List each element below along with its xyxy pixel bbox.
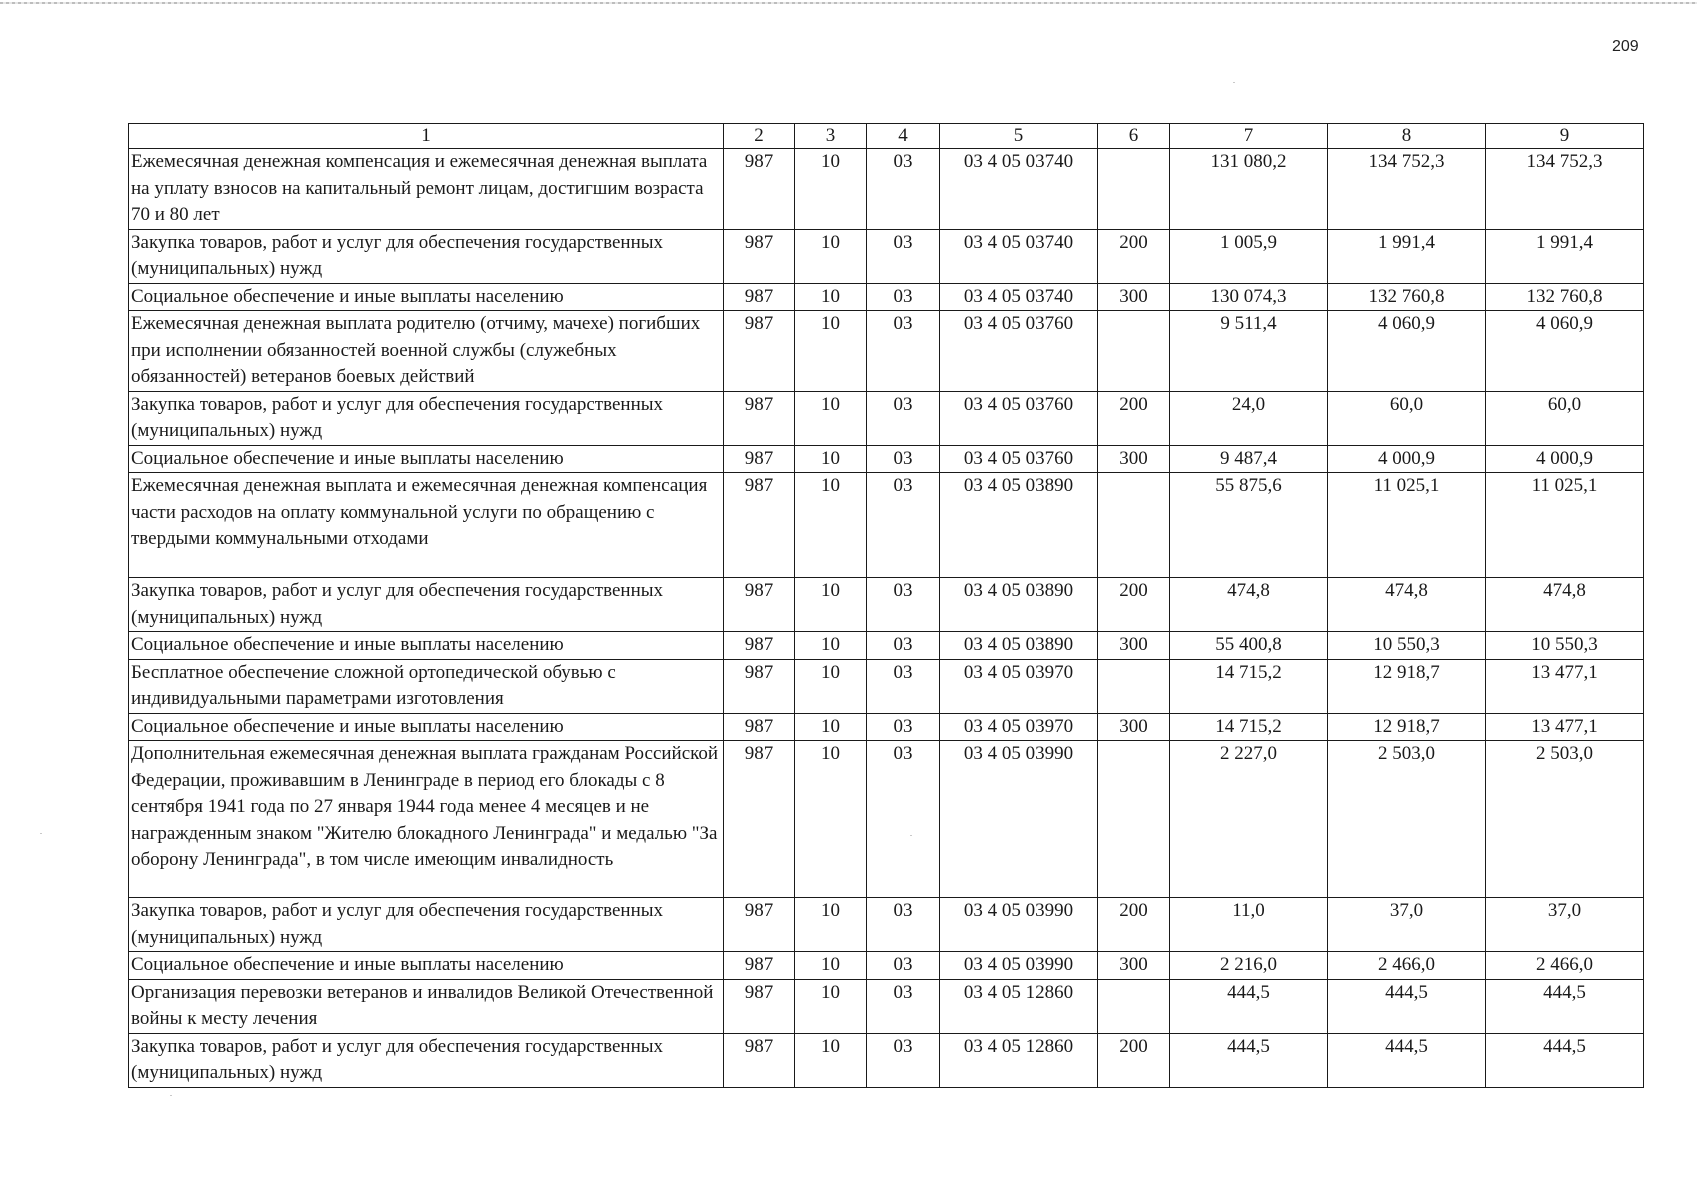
section-code: 10 <box>795 445 867 473</box>
amount-year-2: 4 060,9 <box>1328 311 1486 392</box>
subsection-code: 03 <box>867 659 940 713</box>
expense-type-code <box>1098 659 1170 713</box>
expense-type-code: 200 <box>1098 391 1170 445</box>
amount-year-3: 132 760,8 <box>1486 283 1644 311</box>
subsection-code: 03 <box>867 979 940 1033</box>
amount-year-1: 55 400,8 <box>1170 632 1328 660</box>
amount-year-1: 2 216,0 <box>1170 952 1328 980</box>
grbs-code: 987 <box>724 149 795 230</box>
grbs-code: 987 <box>724 659 795 713</box>
subsection-code: 03 <box>867 898 940 952</box>
target-item-code: 03 4 05 03740 <box>940 229 1098 283</box>
amount-year-2: 2 466,0 <box>1328 952 1486 980</box>
amount-year-3: 134 752,3 <box>1486 149 1644 230</box>
table-row <box>129 283 1644 311</box>
amount-year-2: 4 000,9 <box>1328 445 1486 473</box>
grbs-code: 987 <box>724 311 795 392</box>
page-number: 209 <box>1612 38 1639 55</box>
amount-year-2: 474,8 <box>1328 578 1486 632</box>
grbs-code: 987 <box>724 391 795 445</box>
grbs-code: 987 <box>724 632 795 660</box>
amount-year-1: 9 487,4 <box>1170 445 1328 473</box>
amount-year-2: 1 991,4 <box>1328 229 1486 283</box>
expense-name: Социальное обеспечение и иные выплаты населению <box>129 952 724 980</box>
expense-name: Социальное обеспечение и иные выплаты населению <box>129 713 724 741</box>
target-item-code: 03 4 05 03760 <box>940 311 1098 392</box>
target-item-code: 03 4 05 03990 <box>940 952 1098 980</box>
amount-year-1: 55 875,6 <box>1170 473 1328 578</box>
expense-name: Ежемесячная денежная выплата родителю (отчиму, мачехе) погибших при исполнении обязанностей военной службы (служебных обязанностей) ветеранов боевых действий <box>129 311 724 392</box>
amount-year-2: 134 752,3 <box>1328 149 1486 230</box>
subsection-code: 03 <box>867 149 940 230</box>
section-code: 10 <box>795 741 867 898</box>
subsection-code: 03 <box>867 473 940 578</box>
amount-year-3: 4 060,9 <box>1486 311 1644 392</box>
target-item-code: 03 4 05 03890 <box>940 632 1098 660</box>
amount-year-1: 1 005,9 <box>1170 229 1328 283</box>
table-row <box>129 659 1644 713</box>
budget-table <box>128 123 1644 1088</box>
expense-name: Ежемесячная денежная компенсация и ежемесячная денежная выплата на уплату взносов на капитальный ремонт лицам, достигшим возраста 70 и 80 лет <box>129 149 724 230</box>
amount-year-1: 14 715,2 <box>1170 659 1328 713</box>
table-row <box>129 713 1644 741</box>
table-row <box>129 311 1644 392</box>
column-header: 8 <box>1328 124 1486 149</box>
target-item-code: 03 4 05 03760 <box>940 445 1098 473</box>
table-row <box>129 391 1644 445</box>
amount-year-1: 130 074,3 <box>1170 283 1328 311</box>
amount-year-3: 2 503,0 <box>1486 741 1644 898</box>
table-row <box>129 979 1644 1033</box>
target-item-code: 03 4 05 03740 <box>940 149 1098 230</box>
amount-year-1: 11,0 <box>1170 898 1328 952</box>
expense-type-code: 200 <box>1098 898 1170 952</box>
expense-type-code: 300 <box>1098 952 1170 980</box>
section-code: 10 <box>795 898 867 952</box>
amount-year-1: 24,0 <box>1170 391 1328 445</box>
subsection-code: 03 <box>867 741 940 898</box>
grbs-code: 987 <box>724 952 795 980</box>
amount-year-3: 11 025,1 <box>1486 473 1644 578</box>
subsection-code: 03 <box>867 713 940 741</box>
amount-year-2: 444,5 <box>1328 1033 1486 1087</box>
grbs-code: 987 <box>724 445 795 473</box>
table-row <box>129 632 1644 660</box>
amount-year-1: 9 511,4 <box>1170 311 1328 392</box>
section-code: 10 <box>795 149 867 230</box>
amount-year-3: 474,8 <box>1486 578 1644 632</box>
target-item-code: 03 4 05 12860 <box>940 1033 1098 1087</box>
target-item-code: 03 4 05 03890 <box>940 578 1098 632</box>
section-code: 10 <box>795 979 867 1033</box>
grbs-code: 987 <box>724 229 795 283</box>
section-code: 10 <box>795 632 867 660</box>
grbs-code: 987 <box>724 979 795 1033</box>
scan-speck <box>40 833 42 834</box>
amount-year-3: 13 477,1 <box>1486 713 1644 741</box>
section-code: 10 <box>795 578 867 632</box>
table-row <box>129 473 1644 578</box>
expense-type-code: 200 <box>1098 229 1170 283</box>
amount-year-2: 12 918,7 <box>1328 713 1486 741</box>
subsection-code: 03 <box>867 632 940 660</box>
section-code: 10 <box>795 473 867 578</box>
table-row <box>129 229 1644 283</box>
table-row <box>129 149 1644 230</box>
expense-type-code <box>1098 979 1170 1033</box>
column-number-header <box>129 124 1644 149</box>
amount-year-1: 444,5 <box>1170 979 1328 1033</box>
table-row <box>129 578 1644 632</box>
expense-type-code: 200 <box>1098 578 1170 632</box>
expense-type-code <box>1098 149 1170 230</box>
grbs-code: 987 <box>724 578 795 632</box>
column-header: 7 <box>1170 124 1328 149</box>
expense-type-code: 200 <box>1098 1033 1170 1087</box>
amount-year-1: 14 715,2 <box>1170 713 1328 741</box>
amount-year-2: 37,0 <box>1328 898 1486 952</box>
expense-name: Социальное обеспечение и иные выплаты населению <box>129 283 724 311</box>
scan-speck <box>170 1095 172 1096</box>
subsection-code: 03 <box>867 391 940 445</box>
expense-name: Бесплатное обеспечение сложной ортопедической обувью с индивидуальными параметрами изготовления <box>129 659 724 713</box>
grbs-code: 987 <box>724 473 795 578</box>
expense-type-code: 300 <box>1098 632 1170 660</box>
target-item-code: 03 4 05 03990 <box>940 898 1098 952</box>
amount-year-2: 12 918,7 <box>1328 659 1486 713</box>
column-header: 3 <box>795 124 867 149</box>
amount-year-2: 10 550,3 <box>1328 632 1486 660</box>
subsection-code: 03 <box>867 1033 940 1087</box>
subsection-code: 03 <box>867 283 940 311</box>
grbs-code: 987 <box>724 1033 795 1087</box>
expense-type-code <box>1098 741 1170 898</box>
section-code: 10 <box>795 952 867 980</box>
amount-year-3: 444,5 <box>1486 1033 1644 1087</box>
column-header: 2 <box>724 124 795 149</box>
target-item-code: 03 4 05 03890 <box>940 473 1098 578</box>
subsection-code: 03 <box>867 311 940 392</box>
expense-name: Организация перевозки ветеранов и инвалидов Великой Отечественной войны к месту лечения <box>129 979 724 1033</box>
table-row <box>129 741 1644 898</box>
section-code: 10 <box>795 659 867 713</box>
expense-type-code: 300 <box>1098 713 1170 741</box>
amount-year-2: 132 760,8 <box>1328 283 1486 311</box>
target-item-code: 03 4 05 03970 <box>940 713 1098 741</box>
column-header: 6 <box>1098 124 1170 149</box>
expense-type-code <box>1098 473 1170 578</box>
target-item-code: 03 4 05 03760 <box>940 391 1098 445</box>
scan-edge-line <box>0 2 1697 4</box>
subsection-code: 03 <box>867 445 940 473</box>
column-header: 9 <box>1486 124 1644 149</box>
section-code: 10 <box>795 713 867 741</box>
amount-year-2: 444,5 <box>1328 979 1486 1033</box>
target-item-code: 03 4 05 03990 <box>940 741 1098 898</box>
amount-year-2: 2 503,0 <box>1328 741 1486 898</box>
expense-name: Закупка товаров, работ и услуг для обеспечения государственных (муниципальных) нужд <box>129 391 724 445</box>
expense-name: Социальное обеспечение и иные выплаты населению <box>129 632 724 660</box>
amount-year-1: 2 227,0 <box>1170 741 1328 898</box>
expense-type-code <box>1098 311 1170 392</box>
table-row <box>129 445 1644 473</box>
expense-name: Закупка товаров, работ и услуг для обеспечения государственных (муниципальных) нужд <box>129 229 724 283</box>
subsection-code: 03 <box>867 578 940 632</box>
column-header: 4 <box>867 124 940 149</box>
section-code: 10 <box>795 1033 867 1087</box>
amount-year-3: 13 477,1 <box>1486 659 1644 713</box>
grbs-code: 987 <box>724 713 795 741</box>
grbs-code: 987 <box>724 898 795 952</box>
expense-name: Социальное обеспечение и иные выплаты населению <box>129 445 724 473</box>
amount-year-3: 60,0 <box>1486 391 1644 445</box>
table-row <box>129 898 1644 952</box>
section-code: 10 <box>795 391 867 445</box>
expense-name: Закупка товаров, работ и услуг для обеспечения государственных (муниципальных) нужд <box>129 578 724 632</box>
amount-year-3: 10 550,3 <box>1486 632 1644 660</box>
table-row <box>129 952 1644 980</box>
amount-year-3: 2 466,0 <box>1486 952 1644 980</box>
table-row <box>129 1033 1644 1087</box>
amount-year-2: 60,0 <box>1328 391 1486 445</box>
expense-name: Дополнительная ежемесячная денежная выплата гражданам Российской Федерации, проживавшим в Ленинграде в период его блокады с 8 сентября 1941 года по 27 января 1944 года менее 4 месяцев и не награжденным знаком "Жителю блокадного Ленинграда" и медалью "За оборону Ленинграда", в том числе имеющим инвалидность <box>129 741 724 898</box>
expense-name: Закупка товаров, работ и услуг для обеспечения государственных (муниципальных) нужд <box>129 1033 724 1087</box>
amount-year-3: 1 991,4 <box>1486 229 1644 283</box>
column-header: 1 <box>129 124 724 149</box>
target-item-code: 03 4 05 12860 <box>940 979 1098 1033</box>
grbs-code: 987 <box>724 283 795 311</box>
column-header: 5 <box>940 124 1098 149</box>
amount-year-1: 444,5 <box>1170 1033 1328 1087</box>
amount-year-2: 11 025,1 <box>1328 473 1486 578</box>
target-item-code: 03 4 05 03970 <box>940 659 1098 713</box>
subsection-code: 03 <box>867 229 940 283</box>
amount-year-1: 131 080,2 <box>1170 149 1328 230</box>
amount-year-1: 474,8 <box>1170 578 1328 632</box>
expense-name: Закупка товаров, работ и услуг для обеспечения государственных (муниципальных) нужд <box>129 898 724 952</box>
section-code: 10 <box>795 283 867 311</box>
expense-type-code: 300 <box>1098 283 1170 311</box>
scan-speck <box>1233 82 1235 83</box>
section-code: 10 <box>795 229 867 283</box>
grbs-code: 987 <box>724 741 795 898</box>
amount-year-3: 37,0 <box>1486 898 1644 952</box>
target-item-code: 03 4 05 03740 <box>940 283 1098 311</box>
amount-year-3: 4 000,9 <box>1486 445 1644 473</box>
subsection-code: 03 <box>867 952 940 980</box>
expense-type-code: 300 <box>1098 445 1170 473</box>
section-code: 10 <box>795 311 867 392</box>
amount-year-3: 444,5 <box>1486 979 1644 1033</box>
expense-name: Ежемесячная денежная выплата и ежемесячная денежная компенсация части расходов на оплату коммунальной услуги по обращению с твердыми коммунальными отходами <box>129 473 724 578</box>
